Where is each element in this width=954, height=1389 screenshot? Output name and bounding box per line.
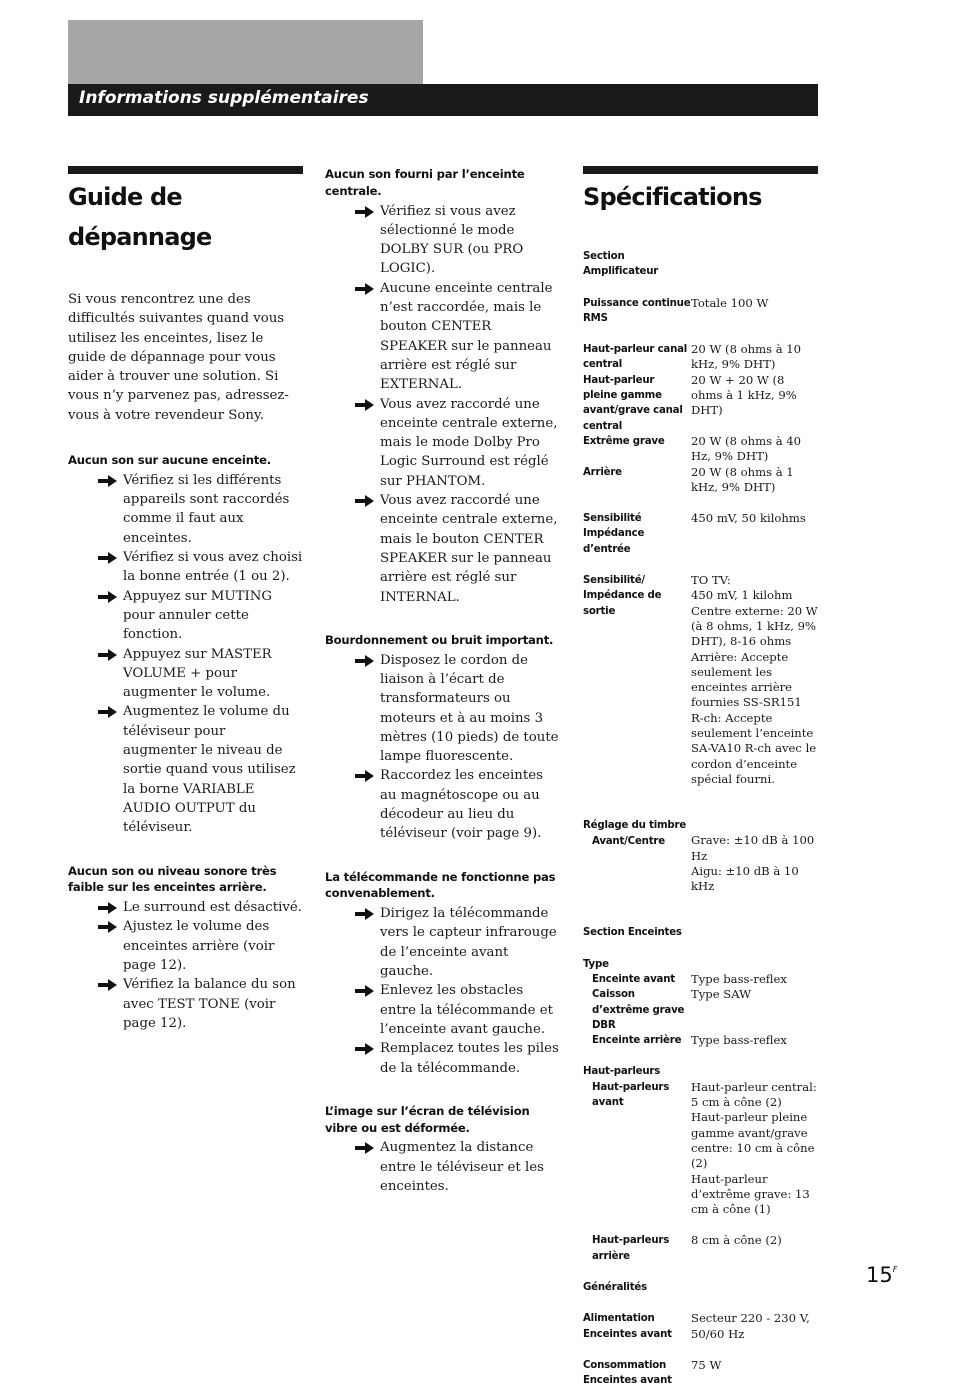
- issue-title: Bourdonnement ou bruit important.: [325, 632, 554, 647]
- step-item: Vérifiez la balance du son avec TEST TONE (voir page 12).: [68, 975, 303, 1033]
- spec-row: Caisson d’extrême grave DBR Type SAW: [592, 987, 752, 1031]
- issue-title: Aucun son sur aucune enceinte.: [68, 453, 271, 468]
- arrow-right-icon: [68, 645, 123, 661]
- arrow-right-icon: [325, 395, 380, 411]
- arrow-right-icon: [325, 491, 380, 507]
- spec-row: Sensibilité/ Impédance de sortie TO TV: 450 mV, 1 kilohm Centre externe: 20 W (à 8 ohms, 1 kHz, 9% DHT), 8-16 ohms Arrière: Accepte seulement les enceintes arrière fournies SS-SR151 R-ch: Accepte seulement l’enceinte SA-VA10 R-ch avec le cordon d’enceinte spécial fourni.: [583, 573, 818, 786]
- step-item: Le surround est désactivé.: [68, 898, 303, 917]
- page-language-suffix: F: [892, 1265, 898, 1274]
- issue-remote-control: [325, 869, 562, 1078]
- step-item: Appuyez sur MASTER VOLUME + pour augmenter le volume.: [68, 645, 303, 703]
- arrow-right-icon: [68, 917, 123, 933]
- step-item: Remplacez toutes les piles de la télécommande.: [325, 1039, 562, 1078]
- arrow-right-icon: [68, 898, 123, 914]
- issue-tv-picture: [325, 1103, 562, 1196]
- issue-center-speaker: [325, 166, 562, 607]
- arrow-right-icon: [325, 766, 380, 782]
- arrow-right-icon: [325, 981, 380, 997]
- spec-list: [583, 249, 818, 1389]
- spec-row: Haut-parleurs avant Haut-parleur central: 5 cm à cône (2) Haut-parleur pleine gamme avant/grave centre: 10 cm à cône (2) Haut-parleur d’extrême grave: 13 cm à cône (1): [592, 1079, 817, 1217]
- spec-row: Arrière 20 W (8 ohms à 1 kHz, 9% DHT): [583, 464, 794, 494]
- troubleshooting-column: [68, 166, 303, 1033]
- arrow-right-icon: [325, 1039, 380, 1055]
- spec-row: Haut-parleurs: [583, 1066, 661, 1078]
- step-item: Augmentez la distance entre le téléviseur et les enceintes.: [325, 1138, 562, 1196]
- spec-row: Haut-parleur canal central 20 W (8 ohms à 10 kHz, 9% DHT): [583, 342, 802, 372]
- troubleshooting-title: Guide de dépannage: [68, 183, 212, 251]
- arrow-right-icon: [325, 904, 380, 920]
- specifications-title: Spécifications: [583, 183, 762, 211]
- step-item: Ajustez le volume des enceintes arrière (voir page 12).: [68, 917, 303, 975]
- issue-title: Aucun son fourni par l’enceinte centrale.: [325, 167, 525, 198]
- issue-title: La télécommande ne fonctionne pas convenablement.: [325, 869, 556, 901]
- spec-row: Sensibilité Impédance d’entrée 450 mV, 50 kilohms: [583, 511, 806, 555]
- step-item: Dirigez la télécommande vers le capteur infrarouge de l’enceinte avant gauche.: [325, 904, 562, 981]
- step-item: Raccordez les enceintes au magnétoscope ou au décodeur au lieu du téléviseur (voir page 9).: [325, 766, 562, 843]
- issue-title: L’image sur l’écran de télévision vibre ou est déformée.: [325, 1103, 530, 1135]
- issue-title: Aucun son ou niveau sonore très faible sur les enceintes arrière.: [68, 863, 277, 895]
- arrow-right-icon: [325, 202, 380, 218]
- arrow-right-icon: [68, 471, 123, 487]
- step-item: Vérifiez si vous avez sélectionné le mode DOLBY SUR (ou PRO LOGIC).: [325, 202, 562, 279]
- specifications-column: [583, 166, 818, 1389]
- section-title: Informations supplémentaires: [79, 88, 369, 108]
- issue-no-sound: [68, 452, 303, 837]
- arrow-right-icon: [68, 587, 123, 603]
- step-item: Vérifiez si les différents appareils sont raccordés comme il faut aux enceintes.: [68, 471, 303, 548]
- troubleshooting-intro: Si vous rencontrez une des difficultés suivantes quand vous utilisez les enceintes, lisez le guide de dépannage pour vous aider à trouver une solution. Si vous n’y parvenez pas, adressez-vous à votre revendeur Sony.: [68, 292, 289, 423]
- header-gray-block: [68, 20, 423, 84]
- spec-row: Enceinte avant Type bass-reflex: [592, 971, 787, 986]
- spec-row: Haut-parleurs arrière 8 cm à cône (2): [592, 1233, 782, 1262]
- issue-rear-speakers: [68, 863, 303, 1034]
- title-rule: [68, 166, 303, 174]
- step-item: Augmentez le volume du téléviseur pour augmenter le niveau de sortie quand vous utilisez la borne VARIABLE AUDIO OUTPUT du téléviseur.: [68, 702, 303, 837]
- step-item: Aucune enceinte centrale n’est raccordée, mais le bouton CENTER SPEAKER sur le panneau arrière est réglé sur EXTERNAL.: [325, 279, 562, 395]
- issue-hum-noise: [325, 632, 562, 844]
- arrow-right-icon: [325, 1138, 380, 1154]
- spec-row: Puissance continue RMS Totale 100 W: [583, 295, 769, 324]
- spec-section-speakers: Section Enceintes: [583, 927, 682, 939]
- title-rule: [583, 166, 818, 174]
- arrow-right-icon: [68, 975, 123, 991]
- spec-row: Alimentation Enceintes avant Secteur 220 - 230 V, 50/60 Hz: [583, 1311, 810, 1341]
- step-item: Appuyez sur MUTING pour annuler cette fonction.: [68, 587, 303, 645]
- spec-row: Consommation Enceintes avant 75 W: [583, 1357, 722, 1387]
- arrow-right-icon: [325, 651, 380, 667]
- step-item: Enlevez les obstacles entre la télécommande et l’enceinte avant gauche.: [325, 981, 562, 1039]
- section-header-bar: [68, 84, 818, 116]
- step-item: Vous avez raccordé une enceinte centrale externe, mais le mode Dolby Pro Logic Surround est réglé sur PHANTOM.: [325, 395, 562, 491]
- step-item: Vérifiez si vous avez choisi la bonne entrée (1 ou 2).: [68, 548, 303, 587]
- spec-section-general: Généralités: [583, 1282, 647, 1294]
- troubleshooting-continued-column: [325, 166, 562, 1196]
- step-item: Disposez le cordon de liaison à l’écart de transformateurs ou moteurs et à au moins 3 mètres (10 pieds) de toute lampe fluorescente.: [325, 651, 562, 767]
- spec-section-amplifier: Section Amplificateur: [583, 251, 659, 278]
- spec-row: Réglage du timbre Avant/Centre Grave: ±10 dB à 100 Hz Aigu: ±10 dB à 10 kHz: [583, 820, 815, 894]
- spec-row: Type: [583, 958, 609, 970]
- step-item: Vous avez raccordé une enceinte centrale externe, mais le bouton CENTER SPEAKER sur le panneau arrière est réglé sur INTERNAL.: [325, 491, 562, 607]
- arrow-right-icon: [68, 702, 123, 718]
- page-number: $15^F$: [866, 1263, 898, 1287]
- spec-row: Haut-parleur pleine gamme avant/grave canal central 20 W + 20 W (8 ohms à 1 kHz, 9% DHT): [583, 372, 797, 432]
- spec-row: Enceinte arrière Type bass-reflex: [592, 1033, 787, 1048]
- arrow-right-icon: [325, 279, 380, 295]
- arrow-right-icon: [68, 548, 123, 564]
- spec-row: Extrême grave 20 W (8 ohms à 40 Hz, 9% DHT): [583, 433, 802, 464]
